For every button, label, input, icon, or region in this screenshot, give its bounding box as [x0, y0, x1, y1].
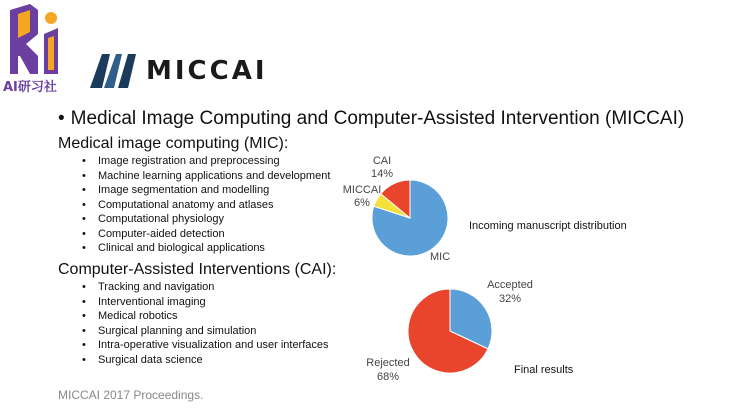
miccai-logo-icon	[88, 50, 138, 90]
cai-list	[82, 280, 329, 367]
slice-label-miccai: MICCAI	[342, 184, 382, 196]
list-item: • Image segmentation and modelling	[82, 183, 330, 198]
list-item: • Interventional imaging	[82, 295, 329, 310]
list-item: • Computer-aided detection	[82, 227, 330, 242]
list-item: • Tracking and navigation	[82, 280, 329, 295]
title-bullet: •	[58, 108, 65, 129]
list-item: • Image registration and preprocessing	[82, 154, 330, 169]
slice-label-mic: MIC	[430, 251, 451, 263]
pie0-slices	[372, 180, 448, 256]
list-item: • Intra-operative visualization and user interfaces	[82, 338, 329, 353]
slice-value-cai: 14%	[370, 168, 394, 180]
footer-source: MICCAI 2017 Proceedings.	[58, 388, 204, 402]
chart-title-incoming: Incoming manuscript distribution	[469, 220, 627, 232]
cai-heading: Computer-Assisted Interventions (CAI):	[58, 261, 337, 278]
list-item: • Machine learning applications and development	[82, 169, 330, 184]
slice-value-rejected: 68%	[376, 371, 400, 383]
mic-heading: Medical image computing (MIC):	[58, 135, 289, 152]
slice-label-accepted: Accepted	[487, 279, 533, 291]
miccai-wordmark: MICCAI	[146, 56, 268, 86]
slice-value-accepted: 32%	[498, 293, 522, 305]
final-results-pie-chart	[355, 275, 615, 395]
list-item: • Computational physiology	[82, 212, 330, 227]
mic-list	[82, 154, 330, 256]
list-item: • Surgical planning and simulation	[82, 324, 329, 339]
slice-label-rejected: Rejected	[366, 357, 410, 369]
slice-value-miccai: 6%	[354, 197, 370, 209]
ai-logo-text: AI研习社	[3, 80, 57, 95]
list-item: • Medical robotics	[82, 309, 329, 324]
page-title	[58, 108, 684, 130]
list-item: • Clinical and biological applications	[82, 241, 330, 256]
incoming-distribution-pie-chart	[330, 150, 660, 270]
pie1-slices	[408, 289, 492, 373]
list-item: • Surgical data science	[82, 353, 329, 368]
page-title-text: Medical Image Computing and Computer-Assisted Intervention (MICCAI)	[70, 108, 685, 129]
list-item: • Computational anatomy and atlases	[82, 198, 330, 213]
chart-title-final: Final results	[514, 364, 574, 376]
slice-label-cai: CAI	[372, 155, 392, 167]
